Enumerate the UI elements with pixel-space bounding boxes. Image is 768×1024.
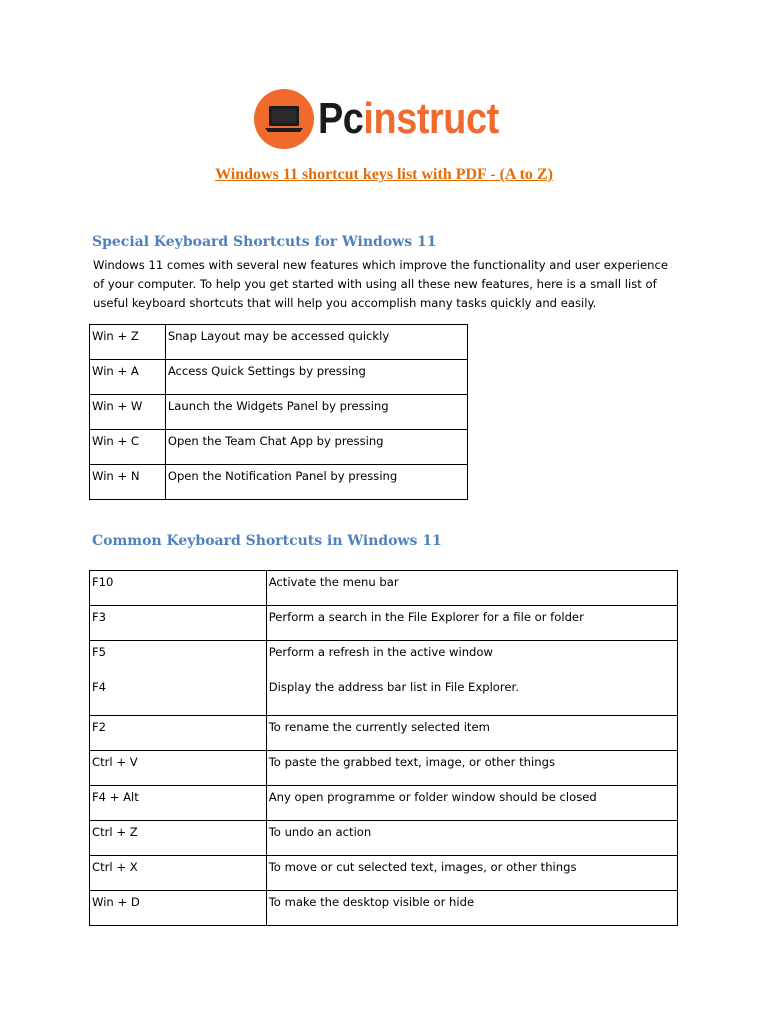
shortcut-description: Launch the Widgets Panel by pressing xyxy=(165,395,467,430)
shortcut-description: To move or cut selected text, images, or other things xyxy=(266,856,677,891)
shortcut-description: Snap Layout may be accessed quickly xyxy=(165,325,467,360)
table-row xyxy=(90,430,468,465)
shortcut-key: F3 xyxy=(90,606,267,641)
shortcut-key: F5 xyxy=(92,645,107,659)
shortcut-description: To rename the currently selected item xyxy=(266,716,677,751)
shortcut-description: Perform a search in the File Explorer for a file or folder xyxy=(266,606,677,641)
shortcut-key: Win + W xyxy=(90,395,166,430)
shortcut-key: F4 xyxy=(92,680,107,694)
shortcut-key-cell xyxy=(90,641,267,716)
shortcut-description: To make the desktop visible or hide xyxy=(266,891,677,926)
intro-line: Windows 11 comes with several new features which improve the functionality and user experience xyxy=(93,258,669,272)
pcinstruct-logo xyxy=(254,89,528,149)
intro-paragraph xyxy=(93,256,693,313)
shortcut-key: F4 + Alt xyxy=(90,786,267,821)
shortcut-key: Ctrl + V xyxy=(90,751,267,786)
shortcut-description: Activate the menu bar xyxy=(266,571,677,606)
shortcut-key: Ctrl + X xyxy=(90,856,267,891)
shortcut-description: To paste the grabbed text, image, or other things xyxy=(266,751,677,786)
shortcut-key: Win + Z xyxy=(90,325,166,360)
shortcut-key: Ctrl + Z xyxy=(90,821,267,856)
intro-line: useful keyboard shortcuts that will help you accomplish many tasks quickly and easily. xyxy=(93,296,597,310)
table-row xyxy=(90,325,468,360)
document-title[interactable]: Windows 11 shortcut keys list with PDF - (A to Z) xyxy=(215,166,553,183)
shortcut-key: Win + C xyxy=(90,430,166,465)
table-row xyxy=(90,751,678,786)
intro-line: of your computer. To help you get started with using all these new features, here is a small list of xyxy=(93,277,657,291)
special-shortcuts-table xyxy=(89,324,468,500)
shortcut-key: Win + A xyxy=(90,360,166,395)
common-shortcuts-table xyxy=(89,570,678,926)
table-row xyxy=(90,856,678,891)
laptop-icon xyxy=(254,89,314,149)
table-row xyxy=(90,395,468,430)
logo-text-instruct: instruct xyxy=(363,94,499,143)
shortcut-description: Open the Team Chat App by pressing xyxy=(165,430,467,465)
table-row xyxy=(90,360,468,395)
shortcut-key: F10 xyxy=(90,571,267,606)
shortcut-description: Perform a refresh in the active window xyxy=(268,645,493,659)
table-row xyxy=(90,821,678,856)
shortcut-description: Any open programme or folder window should be closed xyxy=(266,786,677,821)
shortcut-description: Access Quick Settings by pressing xyxy=(165,360,467,395)
section-heading-common: Common Keyboard Shortcuts in Windows 11 xyxy=(92,533,442,549)
shortcut-description: Display the address bar list in File Explorer. xyxy=(268,680,519,694)
table-row xyxy=(90,606,678,641)
shortcut-key: Win + D xyxy=(90,891,267,926)
table-row xyxy=(90,716,678,751)
table-row xyxy=(90,786,678,821)
shortcut-key: Win + N xyxy=(90,465,166,500)
section-heading-special: Special Keyboard Shortcuts for Windows 11 xyxy=(92,234,437,250)
table-row xyxy=(90,641,678,716)
table-row xyxy=(90,465,468,500)
table-row xyxy=(90,891,678,926)
table-row xyxy=(90,571,678,606)
logo-wordmark xyxy=(318,89,499,149)
shortcut-description: Open the Notification Panel by pressing xyxy=(165,465,467,500)
shortcut-key: F2 xyxy=(90,716,267,751)
shortcut-description: To undo an action xyxy=(266,821,677,856)
shortcut-description-cell xyxy=(266,641,677,716)
logo-text-pc: Pc xyxy=(318,94,364,143)
